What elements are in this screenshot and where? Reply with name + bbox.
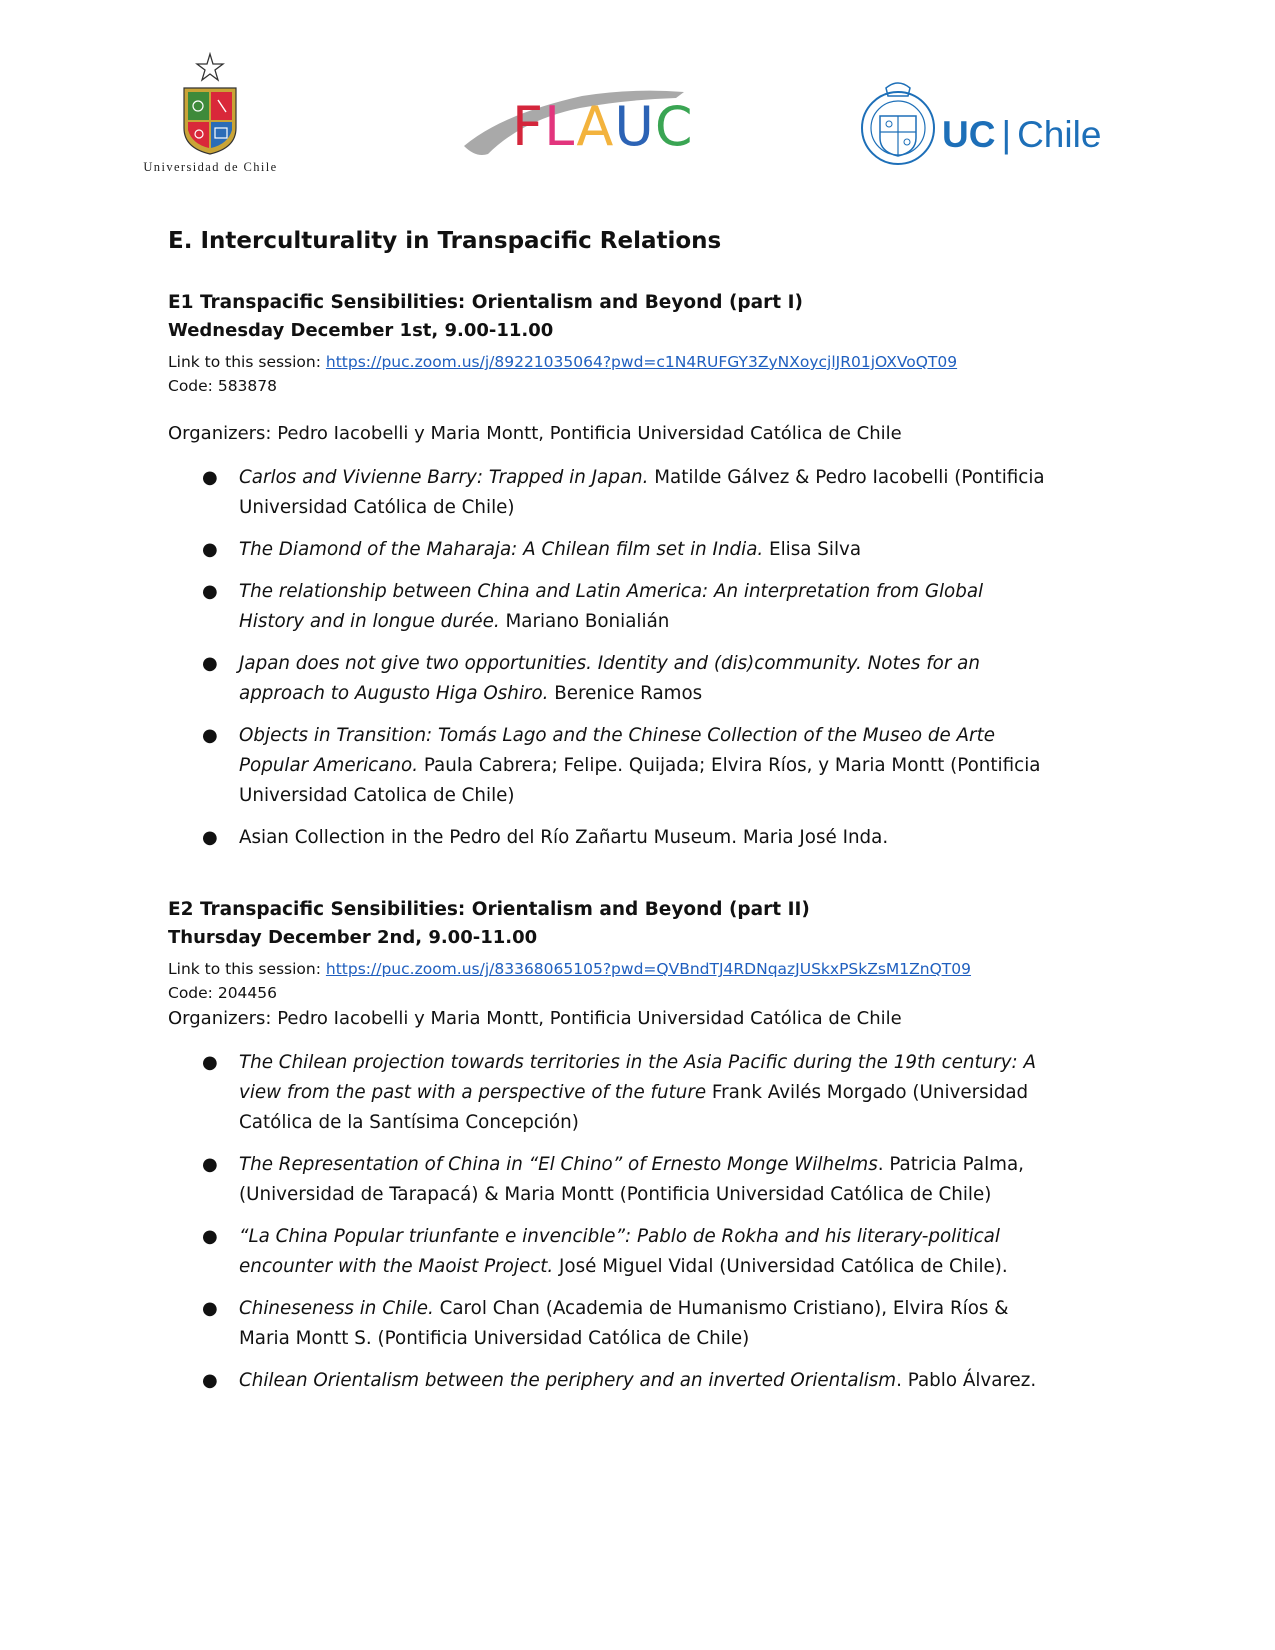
presentation-list [168,463,1048,853]
presentation-authors: José Miguel Vidal (Universidad Católica de Chile). [553,1256,1008,1278]
uc-wordmark-bold: UC [942,114,996,155]
presentation-authors: Elisa Silva [763,538,862,560]
bullet-icon: ● [202,538,218,560]
session-zoom-link[interactable]: https://puc.zoom.us/j/89221035064?pwd=c1N4RUFGY3ZyNXoycjlJR01jOXVoQT09 [325,352,958,371]
list-item [168,1150,1048,1210]
presentation-authors: Frank Avilés Morgado (Universidad Católica de la Santísima Concepción) [239,1082,1029,1134]
flauc-logo [462,86,692,176]
flauc-letter: L [544,95,577,158]
list-item [168,1366,1048,1396]
session-link-label: Link to this session: [168,960,326,979]
session-code: Code: 583878 [168,377,277,395]
page-title: E. Interculturality in Transpacific Relations [168,228,722,254]
presentation-authors: Asian Collection in the Pedro del Río Zañartu Museum. Maria José Inda. [239,826,889,848]
presentation-list [168,1048,1048,1396]
bullet-icon: ● [202,1370,218,1392]
bullet-icon: ● [202,580,218,602]
flauc-letter: A [576,95,615,158]
list-item [168,463,1048,523]
bullet-icon: ● [202,826,218,848]
uc-seal-icon [858,76,940,176]
presentation-title: The Representation of China in “El Chino” of Ernesto Monge Wilhelms [239,1154,878,1176]
session-link-line [168,350,1048,374]
list-item [168,721,1048,811]
bullet-icon: ● [202,724,218,746]
list-item [168,1222,1048,1282]
presentation-title: The Chilean projection towards territories in the Asia Pacific during the 19th century: A view from the past with a perspective of the future [239,1052,1037,1104]
list-item [168,649,1048,709]
session-date: Wednesday December 1st, 9.00-11.00 [168,320,554,342]
list-item [168,1048,1048,1138]
session-code: Code: 204456 [168,984,277,1003]
presentation-authors: . Patricia Palma, (Universidad de Tarapacá) & Maria Montt (Pontificia Universidad Católica de Chile) [239,1154,1024,1206]
uc-chile-wordmark [942,116,1101,153]
session-link-label: Link to this session: [168,352,326,371]
universidad-de-chile-logo [128,52,293,177]
session-e2 [168,895,1048,1396]
presentation-title: Japan does not give two opportunities. Identity and (dis)community. Notes for an approach to Augusto Higa Oshiro. [239,652,980,704]
presentation-authors: Paula Cabrera; Felipe. Quijada; Elvira Ríos, y Maria Montt (Pontificia Universidad Catolica de Chile) [239,754,1041,806]
uc-chile-logo [858,76,1118,176]
session-organizers: Organizers: Pedro Iacobelli y Maria Montt, Pontificia Universidad Católica de Chile [168,423,902,445]
uc-wordmark-divider: | [1001,114,1012,155]
presentation-authors: Berenice Ramos [548,682,703,704]
flauc-letter: C [654,95,694,158]
bullet-icon: ● [202,652,218,674]
session-date: Thursday December 2nd, 9.00-11.00 [168,927,538,949]
session-title: E2 Transpacific Sensibilities: Orientalism and Beyond (part II) [168,898,810,920]
uchile-crest-icon [178,52,242,157]
uc-wordmark-rest: Chile [1017,114,1102,155]
presentation-authors: Carol Chan (Academia de Humanismo Cristiano), Elvira Ríos & Maria Montt S. (Pontificia Universidad Católica de Chile) [239,1298,1009,1350]
list-item [168,535,1048,565]
session-e1 [168,288,1048,853]
bullet-icon: ● [202,466,218,488]
presentation-authors: . Pablo Álvarez. [896,1370,1037,1392]
flauc-wordmark [512,95,694,158]
presentation-title: Objects in Transition: Tomás Lago and the Chinese Collection of the Museo de Arte Popular Americano. [239,724,995,776]
presentation-title: “La China Popular triunfante e invencible”: Pablo de Rokha and his literary-political encounter with the Maoist Project. [239,1226,1000,1278]
list-item [168,577,1048,637]
presentation-authors: Mariano Bonialián [499,610,670,632]
list-item [168,823,1048,853]
presentation-title: Carlos and Vivienne Barry: Trapped in Japan. [239,466,649,488]
flauc-letter: F [512,95,545,158]
session-link-line [168,957,1048,981]
flauc-letter: U [614,95,655,158]
document-body [168,228,1048,1408]
session-zoom-link[interactable]: https://puc.zoom.us/j/83368065105?pwd=QVBndTJ4RDNqazJUSkxPSkZsM1ZnQT09 [325,960,972,979]
presentation-title: The relationship between China and Latin America: An interpretation from Global History and in longue durée. [239,580,984,632]
presentation-authors: Matilde Gálvez & Pedro Iacobelli (Pontificia Universidad Católica de Chile) [239,466,1045,518]
bullet-icon: ● [202,1226,218,1248]
session-organizers: Organizers: Pedro Iacobelli y Maria Montt, Pontificia Universidad Católica de Chile [168,1008,902,1030]
bullet-icon: ● [202,1052,218,1074]
presentation-title: Chineseness in Chile. [239,1298,434,1320]
bullet-icon: ● [202,1298,218,1320]
session-title: E1 Transpacific Sensibilities: Orientalism and Beyond (part I) [168,291,803,313]
uchile-wordmark: Universidad de Chile [143,160,278,174]
list-item [168,1294,1048,1354]
presentation-title: The Diamond of the Maharaja: A Chilean film set in India. [239,538,764,560]
presentation-title: Chilean Orientalism between the periphery and an inverted Orientalism [239,1370,897,1392]
bullet-icon: ● [202,1154,218,1176]
